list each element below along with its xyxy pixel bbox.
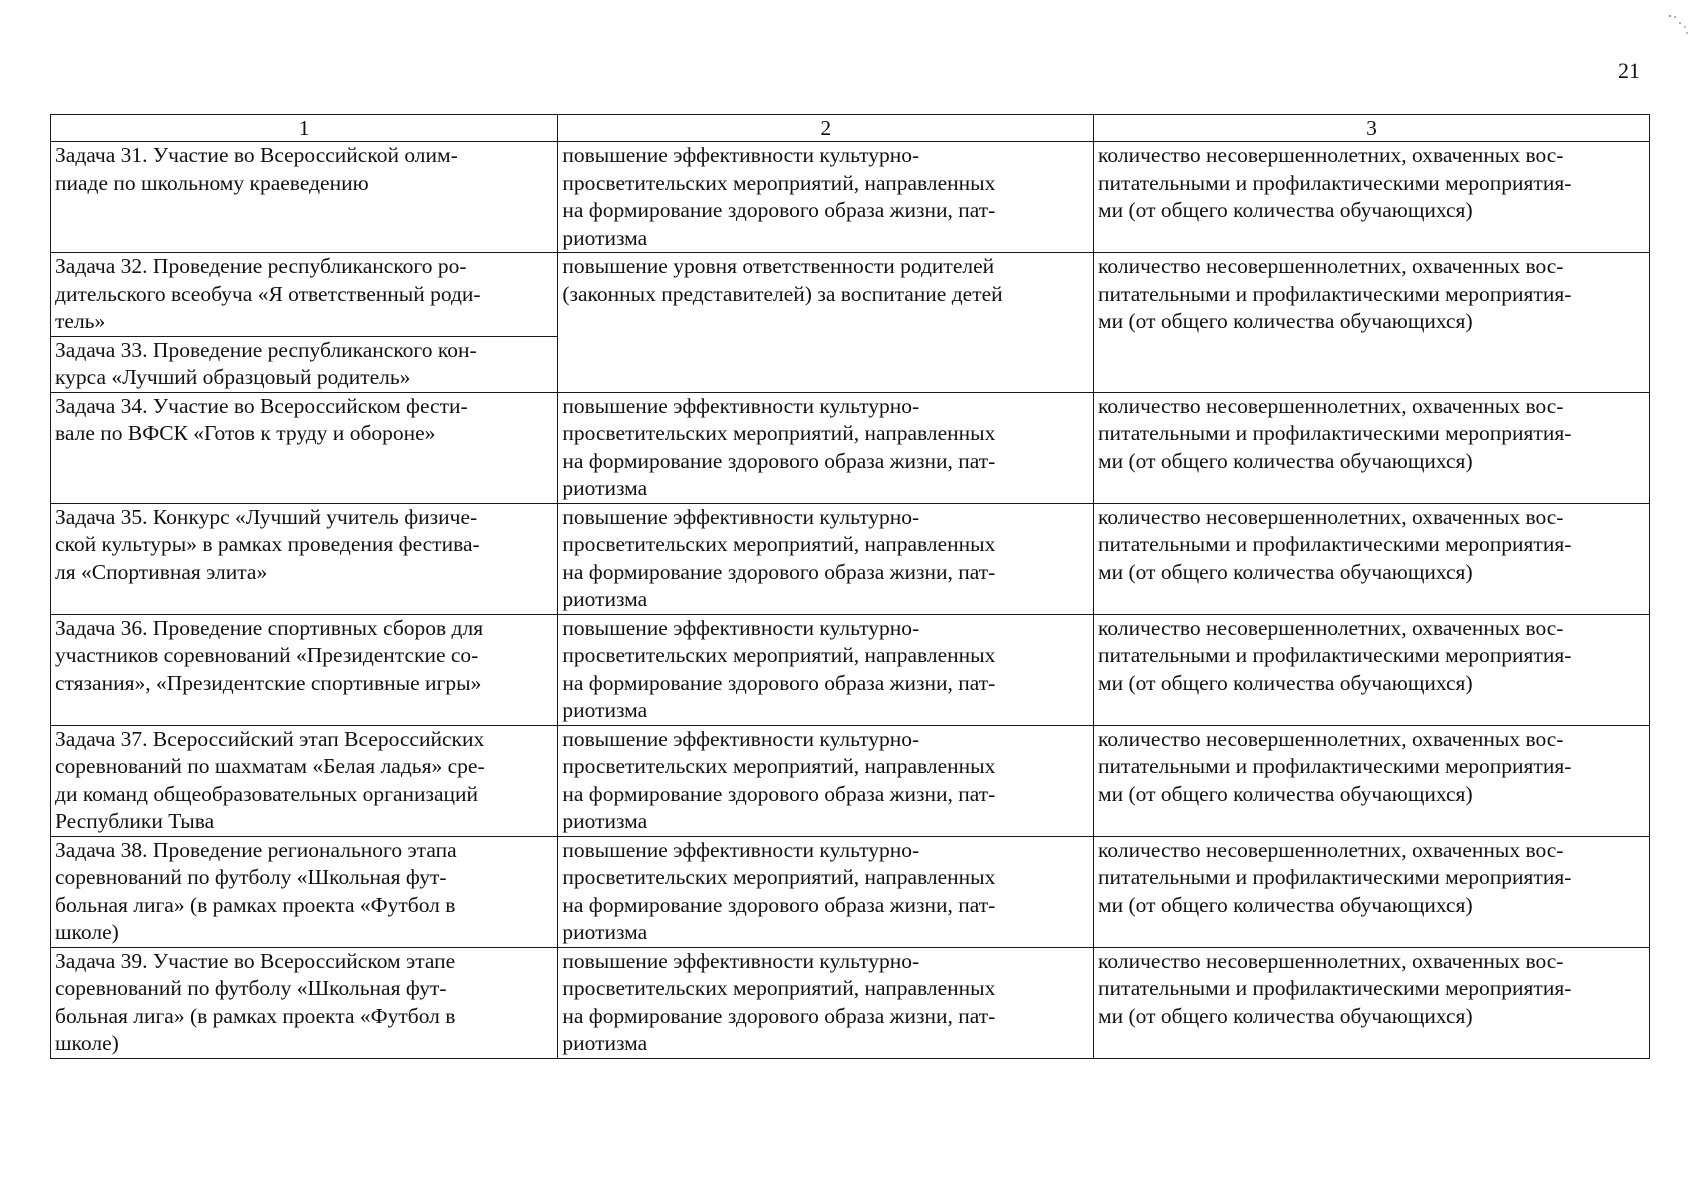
indicator-cell: количество несовершеннолетних, охваченных вос- питательными и профилактическими мероприятия- ми (от общего количества обучающихся)	[1094, 142, 1650, 253]
table-row	[51, 503, 1650, 614]
task-cell: Задача 38. Проведение регионального этапа соревнований по футболу «Школьная фут- больная лига» (в рамках проекта «Футбол в школе)	[51, 836, 558, 947]
task-cell: Задача 32. Проведение республиканского ро- дительского всеобуча «Я ответственный роди- тель»	[51, 253, 558, 337]
table-row	[51, 725, 1650, 836]
header-cell-col1: 1	[51, 115, 558, 142]
task-cell: Задача 33. Проведение республиканского кон- курса «Лучший образцовый родитель»	[51, 336, 558, 392]
page-number: 21	[1618, 58, 1640, 83]
task-cell: Задача 34. Участие во Всероссийском фести- вале по ВФСК «Готов к труду и обороне»	[51, 392, 558, 503]
indicator-cell: количество несовершеннолетних, охваченных вос- питательными и профилактическими мероприятия- ми (от общего количества обучающихся)	[1094, 392, 1650, 503]
indicator-cell: количество несовершеннолетних, охваченных вос- питательными и профилактическими мероприятия- ми (от общего количества обучающихся)	[1094, 253, 1650, 393]
effect-cell: повышение эффективности культурно- просветительских мероприятий, направленных на формирование здорового образа жизни, пат- риотизма	[558, 836, 1094, 947]
effect-cell: повышение эффективности культурно- просветительских мероприятий, направленных на формирование здорового образа жизни, пат- риотизма	[558, 392, 1094, 503]
task-cell: Задача 35. Конкурс «Лучший учитель физиче- ской культуры» в рамках проведения фестива- ля «Спортивная элита»	[51, 503, 558, 614]
effect-cell: повышение уровня ответственности родителей (законных представителей) за воспитание детей	[558, 253, 1094, 393]
indicator-cell: количество несовершеннолетних, охваченных вос- питательными и профилактическими мероприятия- ми (от общего количества обучающихся)	[1094, 947, 1650, 1058]
task-cell: Задача 36. Проведение спортивных сборов для участников соревнований «Президентские со- стязания», «Президентские спортивные игры»	[51, 614, 558, 725]
effect-cell: повышение эффективности культурно- просветительских мероприятий, направленных на формирование здорового образа жизни, пат- риотизма	[558, 725, 1094, 836]
indicator-cell: количество несовершеннолетних, охваченных вос- питательными и профилактическими мероприятия- ми (от общего количества обучающихся)	[1094, 836, 1650, 947]
table-header-row	[51, 115, 1650, 142]
indicator-cell: количество несовершеннолетних, охваченных вос- питательными и профилактическими мероприятия- ми (от общего количества обучающихся)	[1094, 725, 1650, 836]
table-row	[51, 947, 1650, 1058]
scan-artifact-mark	[1666, 4, 1690, 34]
effect-cell: повышение эффективности культурно- просветительских мероприятий, направленных на формирование здорового образа жизни, пат- риотизма	[558, 614, 1094, 725]
header-cell-col3: 3	[1094, 115, 1650, 142]
effect-cell: повышение эффективности культурно- просветительских мероприятий, направленных на формирование здорового образа жизни, пат- риотизма	[558, 142, 1094, 253]
effect-cell: повышение эффективности культурно- просветительских мероприятий, направленных на формирование здорового образа жизни, пат- риотизма	[558, 947, 1094, 1058]
table-row	[51, 836, 1650, 947]
indicator-cell: количество несовершеннолетних, охваченных вос- питательными и профилактическими мероприятия- ми (от общего количества обучающихся)	[1094, 503, 1650, 614]
tasks-table	[50, 114, 1650, 1059]
table-row	[51, 392, 1650, 503]
header-cell-col2: 2	[558, 115, 1094, 142]
task-cell: Задача 39. Участие во Всероссийском этапе соревнований по футболу «Школьная фут- больная лига» (в рамках проекта «Футбол в школе)	[51, 947, 558, 1058]
task-cell: Задача 37. Всероссийский этап Всероссийских соревнований по шахматам «Белая ладья» сре- ди команд общеобразовательных организаций Республики Тыва	[51, 725, 558, 836]
effect-cell: повышение эффективности культурно- просветительских мероприятий, направленных на формирование здорового образа жизни, пат- риотизма	[558, 503, 1094, 614]
table-row	[51, 142, 1650, 253]
table-row	[51, 253, 1650, 337]
task-cell: Задача 31. Участие во Всероссийской олим- пиаде по школьному краеведению	[51, 142, 558, 253]
table-row	[51, 614, 1650, 725]
indicator-cell: количество несовершеннолетних, охваченных вос- питательными и профилактическими мероприятия- ми (от общего количества обучающихся)	[1094, 614, 1650, 725]
